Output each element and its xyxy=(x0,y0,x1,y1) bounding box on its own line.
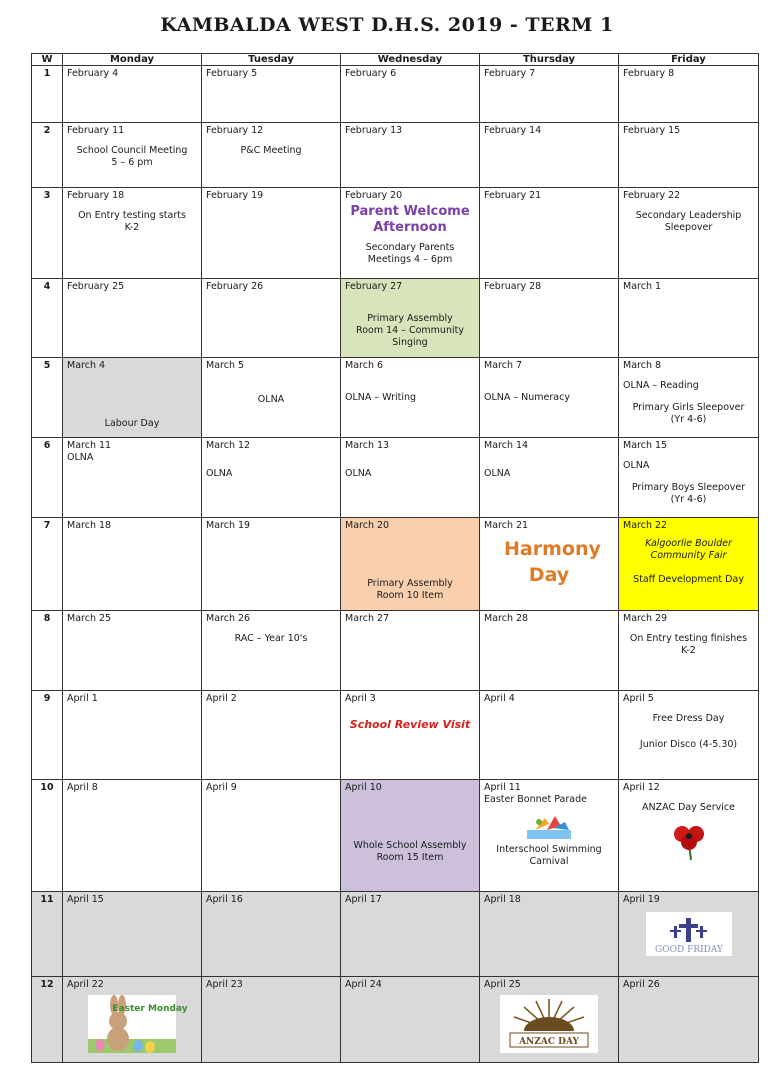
date-label: March 11 xyxy=(67,440,112,452)
header-week: W xyxy=(32,54,63,66)
date-label: February 12 xyxy=(206,125,264,137)
day-cell xyxy=(480,518,619,610)
date-label: February 14 xyxy=(484,125,542,137)
week-row xyxy=(32,438,759,518)
date-label: April 8 xyxy=(67,782,98,794)
event-text: Carnival xyxy=(529,856,569,868)
event-text: On Entry testing finishes xyxy=(629,632,748,644)
event-text: RAC – Year 10's xyxy=(234,632,308,644)
event-text: K-2 xyxy=(681,644,696,656)
event-text: Primary Girls Sleepover xyxy=(632,401,745,413)
date-label: March 1 xyxy=(623,280,662,292)
day-cell xyxy=(480,66,619,123)
day-cell xyxy=(202,690,341,779)
date-label: March 13 xyxy=(345,440,390,452)
event-text: Interschool Swimming xyxy=(496,844,602,856)
week-row xyxy=(32,892,759,976)
day-cell xyxy=(619,610,759,690)
header-wednesday: Wednesday xyxy=(341,54,480,66)
day-cell xyxy=(202,780,341,892)
day-cell xyxy=(619,518,759,610)
week-row xyxy=(32,780,759,892)
date-label: February 18 xyxy=(67,190,125,202)
week-row xyxy=(32,123,759,188)
date-label: February 21 xyxy=(484,190,542,202)
day-cell xyxy=(619,66,759,123)
date-label: April 2 xyxy=(206,692,237,704)
day-cell xyxy=(202,892,341,976)
date-label: April 26 xyxy=(623,978,660,990)
day-cell xyxy=(202,610,341,690)
date-label: February 15 xyxy=(623,125,681,137)
day-cell xyxy=(480,123,619,188)
week-number: 3 xyxy=(32,188,63,278)
day-cell xyxy=(480,188,619,278)
day-cell xyxy=(480,690,619,779)
day-cell xyxy=(480,976,619,1062)
day-cell xyxy=(619,780,759,892)
date-label: March 25 xyxy=(67,612,112,624)
header-row xyxy=(32,54,759,66)
date-label: March 6 xyxy=(345,359,384,371)
event-text: School Council Meeting xyxy=(76,145,188,157)
day-cell xyxy=(619,892,759,976)
date-label: April 23 xyxy=(206,978,243,990)
day-cell xyxy=(63,610,202,690)
anzac-day-text: ANZAC DAY xyxy=(519,1036,579,1047)
event-text: Easter Bonnet Parade xyxy=(484,794,587,806)
highlight-event: Harmony Day xyxy=(504,538,601,587)
event-text: Room 14 – Community xyxy=(356,324,464,336)
week-number: 6 xyxy=(32,438,63,518)
week-row xyxy=(32,610,759,690)
event-text: Whole School Assembly xyxy=(353,840,467,852)
day-cell xyxy=(341,188,480,278)
day-cell xyxy=(341,278,480,357)
event-text: Secondary Leadership xyxy=(635,210,742,222)
good-friday-text: GOOD FRIDAY xyxy=(654,945,723,956)
event-text: Primary Assembly xyxy=(367,578,453,590)
week-number: 5 xyxy=(32,357,63,437)
date-label: April 4 xyxy=(484,692,515,704)
day-cell xyxy=(341,66,480,123)
date-label: February 25 xyxy=(67,280,125,292)
day-cell xyxy=(63,278,202,357)
term-calendar-table xyxy=(31,53,759,1063)
date-label: April 5 xyxy=(623,692,654,704)
date-label: April 3 xyxy=(345,692,376,704)
highlight-event: Parent Welcome Afternoon xyxy=(350,204,470,236)
week-row xyxy=(32,976,759,1062)
event-text: On Entry testing starts xyxy=(78,210,186,222)
date-label: March 29 xyxy=(623,612,668,624)
event-text: OLNA xyxy=(257,393,285,405)
day-cell xyxy=(63,357,202,437)
date-label: February 5 xyxy=(206,68,258,79)
event-text: ANZAC Day Service xyxy=(642,802,735,814)
header-friday: Friday xyxy=(619,54,759,66)
good-friday-cross-icon xyxy=(646,912,732,956)
week-number: 8 xyxy=(32,610,63,690)
event-text: OLNA xyxy=(484,468,511,480)
date-label: February 28 xyxy=(484,280,542,292)
day-cell xyxy=(341,438,480,518)
date-label: March 26 xyxy=(206,612,251,624)
page-title: KAMBALDA WEST D.H.S. 2019 - TERM 1 xyxy=(160,14,614,36)
week-number: 10 xyxy=(32,780,63,892)
event-text: Primary Assembly xyxy=(367,312,453,324)
day-cell xyxy=(341,123,480,188)
week-row xyxy=(32,66,759,123)
day-cell xyxy=(619,976,759,1062)
easter-bunny-icon xyxy=(88,995,188,1053)
date-label: March 27 xyxy=(345,612,390,624)
day-cell xyxy=(480,610,619,690)
date-label: March 19 xyxy=(206,520,251,532)
event-text: Community Fair xyxy=(650,550,727,562)
header-monday: Monday xyxy=(63,54,202,66)
day-cell xyxy=(341,518,480,610)
week-number: 9 xyxy=(32,690,63,779)
date-label: April 12 xyxy=(623,782,660,794)
event-text: Meetings 4 – 6pm xyxy=(367,254,453,266)
date-label: February 22 xyxy=(623,190,681,202)
event-text: (Yr 4-6) xyxy=(670,494,707,506)
date-label: February 26 xyxy=(206,280,264,292)
date-label: February 4 xyxy=(67,68,119,79)
day-cell xyxy=(480,357,619,437)
event-text: (Yr 4-6) xyxy=(670,413,707,425)
day-cell xyxy=(619,123,759,188)
event-text: OLNA – Reading xyxy=(623,379,699,391)
day-cell xyxy=(619,438,759,518)
week-row xyxy=(32,357,759,437)
day-cell xyxy=(480,438,619,518)
day-cell xyxy=(202,123,341,188)
date-label: April 22 xyxy=(67,978,104,990)
day-cell xyxy=(341,780,480,892)
week-row xyxy=(32,518,759,610)
date-label: March 20 xyxy=(345,520,390,532)
day-cell xyxy=(63,780,202,892)
event-text: OLNA xyxy=(623,460,650,472)
week-number: 1 xyxy=(32,66,63,123)
event-text: Singing xyxy=(392,336,428,348)
date-label: March 7 xyxy=(484,359,523,371)
date-label: April 16 xyxy=(206,894,243,906)
event-text: Labour Day xyxy=(104,417,160,429)
date-label: April 24 xyxy=(345,978,382,990)
day-cell xyxy=(341,976,480,1062)
date-label: March 21 xyxy=(484,520,529,532)
day-cell xyxy=(341,357,480,437)
date-label: April 9 xyxy=(206,782,237,794)
day-cell xyxy=(202,518,341,610)
date-label: March 12 xyxy=(206,440,251,452)
date-label: March 5 xyxy=(206,359,245,371)
date-label: April 17 xyxy=(345,894,382,906)
day-cell xyxy=(63,188,202,278)
day-cell xyxy=(341,892,480,976)
date-label: March 15 xyxy=(623,440,668,452)
day-cell xyxy=(63,438,202,518)
anzac-rising-sun-icon xyxy=(500,995,598,1053)
week-number: 11 xyxy=(32,892,63,976)
week-row xyxy=(32,188,759,278)
date-label: February 8 xyxy=(623,68,675,79)
event-text: Free Dress Day xyxy=(652,712,725,724)
event-text: P&C Meeting xyxy=(240,145,302,157)
day-cell xyxy=(63,66,202,123)
date-label: April 1 xyxy=(67,692,98,704)
day-cell xyxy=(63,892,202,976)
event-text: OLNA – Numeracy xyxy=(484,391,570,403)
date-label: March 18 xyxy=(67,520,112,532)
date-label: February 20 xyxy=(345,190,403,202)
date-label: April 19 xyxy=(623,894,660,906)
day-cell xyxy=(63,976,202,1062)
day-cell xyxy=(341,690,480,779)
event-text: Junior Disco (4-5.30) xyxy=(639,738,738,750)
date-label: March 22 xyxy=(623,520,668,532)
day-cell xyxy=(619,278,759,357)
day-cell xyxy=(619,357,759,437)
event-text: K-2 xyxy=(124,222,140,234)
date-label: April 15 xyxy=(67,894,104,906)
date-label: February 6 xyxy=(345,68,397,79)
highlight-event: School Review Visit xyxy=(349,717,471,731)
date-label: April 25 xyxy=(484,978,521,990)
easter-monday-text: Easter Monday xyxy=(112,1003,188,1014)
event-text: Secondary Parents xyxy=(365,242,455,254)
header-thursday: Thursday xyxy=(480,54,619,66)
day-cell xyxy=(619,188,759,278)
day-cell xyxy=(619,690,759,779)
event-text: Room 15 Item xyxy=(376,852,444,864)
date-label: March 8 xyxy=(623,359,662,371)
date-label: April 18 xyxy=(484,894,521,906)
event-text: OLNA xyxy=(67,452,94,464)
date-label: March 28 xyxy=(484,612,529,624)
date-label: April 11 xyxy=(484,782,521,794)
week-row xyxy=(32,278,759,357)
day-cell xyxy=(480,892,619,976)
date-label: February 13 xyxy=(345,125,403,137)
event-text: Sleepover xyxy=(664,222,713,234)
week-number: 12 xyxy=(32,976,63,1062)
day-cell xyxy=(63,123,202,188)
date-label: March 4 xyxy=(67,359,106,371)
date-label: February 7 xyxy=(484,68,536,79)
day-cell xyxy=(63,518,202,610)
week-number: 4 xyxy=(32,278,63,357)
header-tuesday: Tuesday xyxy=(202,54,341,66)
day-cell xyxy=(202,278,341,357)
date-label: March 14 xyxy=(484,440,529,452)
event-text: Room 10 Item xyxy=(376,590,444,602)
week-number: 7 xyxy=(32,518,63,610)
date-label: February 19 xyxy=(206,190,264,202)
day-cell xyxy=(63,690,202,779)
event-text: Primary Boys Sleepover xyxy=(631,482,746,494)
event-text: OLNA xyxy=(206,468,233,480)
event-text: 5 – 6 pm xyxy=(111,157,153,169)
day-cell xyxy=(202,438,341,518)
week-number: 2 xyxy=(32,123,63,188)
poppy-icon xyxy=(669,820,709,862)
day-cell xyxy=(202,976,341,1062)
date-label: February 27 xyxy=(345,280,403,292)
day-cell xyxy=(202,66,341,123)
event-text: OLNA xyxy=(345,468,372,480)
day-cell xyxy=(480,278,619,357)
day-cell xyxy=(341,610,480,690)
day-cell xyxy=(202,357,341,437)
week-row xyxy=(32,690,759,779)
swimming-icon xyxy=(525,812,573,842)
day-cell xyxy=(202,188,341,278)
event-text: OLNA – Writing xyxy=(345,391,417,403)
event-text: Kalgoorlie Boulder xyxy=(645,538,732,550)
date-label: February 11 xyxy=(67,125,125,137)
date-label: April 10 xyxy=(345,782,382,794)
day-cell xyxy=(480,780,619,892)
event-text: Staff Development Day xyxy=(633,574,744,586)
